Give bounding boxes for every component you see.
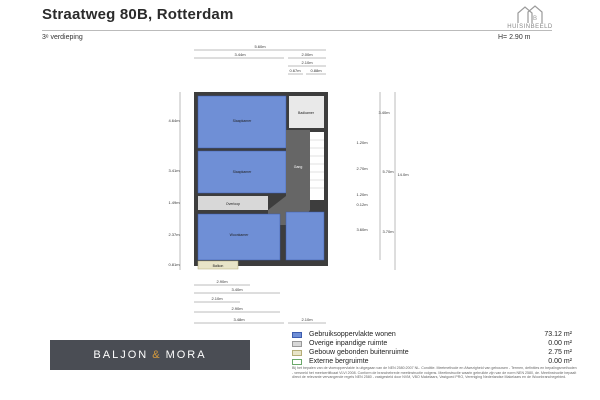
dim-right-outer-2: 3.70m — [382, 229, 394, 234]
floor-plan — [150, 40, 430, 340]
dim-right-outer-0: 5.70m — [382, 169, 394, 174]
dim-left-0: 4.64m — [168, 118, 180, 123]
legend-value: 0.00 m² — [548, 358, 572, 365]
dim-left-2: 1.49m — [168, 200, 180, 205]
dim-top-3: 2.10m — [301, 60, 313, 65]
ceiling-height: H= 2.90 m — [498, 34, 531, 41]
top-divider — [42, 30, 552, 31]
legend-swatch — [292, 359, 302, 365]
dim-right-inner-1: 1.20m — [356, 140, 368, 145]
dim-left-4: 0.81m — [168, 262, 180, 267]
legend-value: 2.75 m² — [548, 349, 572, 356]
dim-bottom-5: 2.10m — [301, 317, 313, 322]
dim-right-outer-1: 14.0m — [397, 172, 409, 177]
dim-right-inner-5: 3.60m — [356, 227, 368, 232]
legend-label: Externe bergruimte — [309, 358, 369, 365]
area-legend — [292, 330, 572, 366]
dim-bottom-3: 2.90m — [231, 306, 243, 311]
dim-right-inner-4: 0.12m — [356, 202, 368, 207]
dim-top-4: 0.67m — [289, 68, 301, 73]
dim-bottom-4: 3.48m — [233, 317, 245, 322]
room-living — [198, 214, 280, 260]
dim-bottom-1: 3.40m — [231, 287, 243, 292]
agency-logo — [50, 340, 250, 370]
legend-row — [292, 357, 572, 366]
svg-text:B: B — [532, 16, 538, 22]
legend-label: Gebruiksoppervlakte wonen — [309, 331, 396, 338]
room-label-gang: Gang — [293, 165, 303, 169]
legend-swatch — [292, 341, 302, 347]
logo-amp: & — [152, 349, 162, 361]
dim-left-3: 2.37m — [168, 232, 180, 237]
room-label-overloop: Overloop — [225, 202, 241, 206]
dim-top-0: 5.60m — [254, 44, 266, 49]
dim-right-inner-0: 3.40m — [378, 110, 390, 115]
brand-name: HUISINBEELD — [507, 24, 553, 30]
dim-left-1: 3.41m — [168, 168, 180, 173]
legend-swatch — [292, 350, 302, 356]
dim-right-inner-2: 2.70m — [356, 166, 368, 171]
dim-top-2: 2.00m — [301, 52, 313, 57]
room-living-right — [286, 212, 324, 260]
dim-bottom-2: 2.10m — [211, 296, 223, 301]
house-logo-icon — [500, 3, 560, 35]
room-label-bathroom: Badkamer — [298, 111, 314, 115]
dim-right-inner-3: 1.20m — [356, 192, 368, 197]
room-label-balcony: Balkon — [212, 264, 224, 268]
legend-row — [292, 339, 572, 348]
legend-value: 0.00 m² — [548, 340, 572, 347]
room-stairs — [310, 132, 324, 200]
legend-label: Gebouw gebonden buitenruimte — [309, 349, 409, 356]
dim-top-1: 3.44m — [234, 52, 246, 57]
dim-top-5: 0.88m — [310, 68, 322, 73]
legend-value: 73.12 m² — [544, 331, 572, 338]
legend-row — [292, 348, 572, 357]
logo-left: BALJON — [93, 349, 149, 361]
legend-row — [292, 330, 572, 339]
room-label-bedroom-2: Slaapkamer — [232, 170, 252, 174]
room-label-living: Woonkamer — [229, 233, 249, 237]
disclaimer: Bij het bepalen van de vloeroppervlakte is uitgegaan van de NEN 2580:2007 NL. Conditie. Meetmethode en Afwezigheid van gebouwen - Termen, definities en bepalingsmethoden - versneld het meetcertificaat VLVI 2008. Conform de branchebrede meetinstructie volgens. Meetinstructie waarin gebruikte zijn van de norm NEN 2580, de. Meetinstructie bepaalt direct de relevante vervangende regels NEN 2580 - vastgesteld door NVM, VBO Makelaars, Vastgoed PRO, Vereniging Nederlandse Makelaars en de Woonbranchegebied. — [292, 366, 577, 380]
floor-label: 3ᵉ verdieping — [42, 34, 83, 41]
dim-bottom-0: 2.90m — [216, 279, 228, 284]
logo-right: MORA — [165, 349, 207, 361]
page-title: Straatweg 80B, Rotterdam — [42, 6, 234, 23]
legend-label: Overige inpandige ruimte — [309, 340, 388, 347]
room-label-bedroom-1: Slaapkamer — [232, 119, 252, 123]
legend-swatch — [292, 332, 302, 338]
